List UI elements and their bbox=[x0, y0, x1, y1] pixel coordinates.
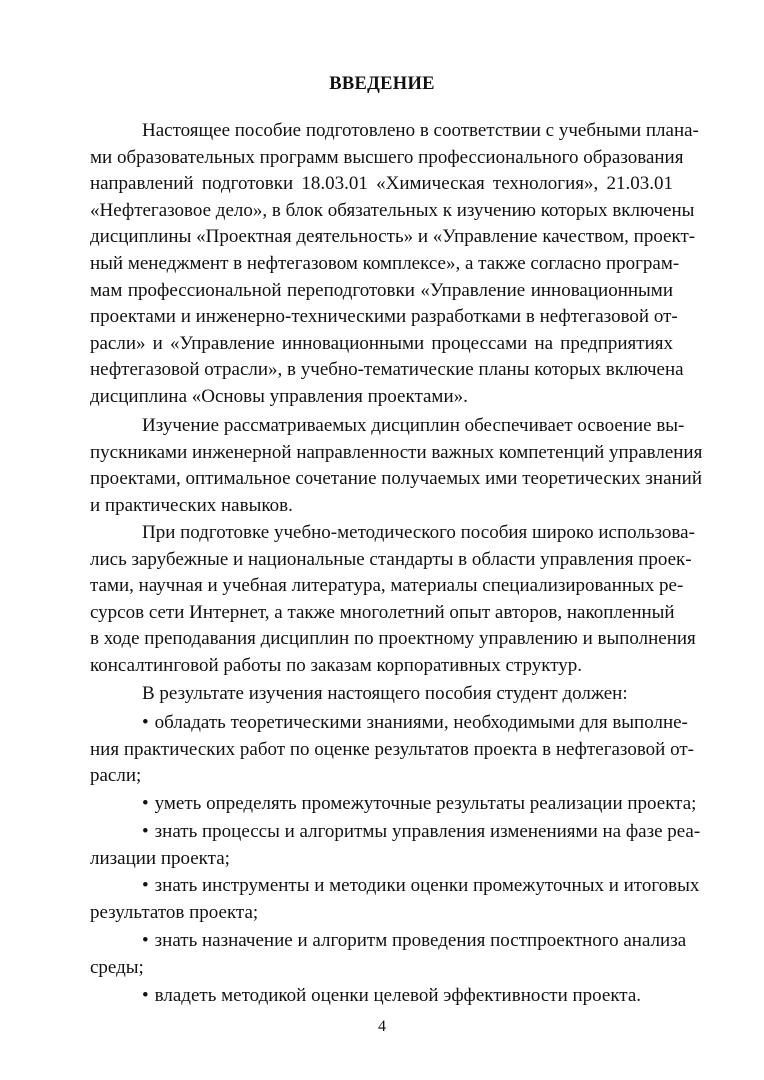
bullet-icon: • bbox=[142, 821, 149, 842]
text-line: тами, научная и учебная литература, материалы специализированных ре- bbox=[90, 575, 684, 597]
text-line: дисциплина «Основы управления проектами». bbox=[90, 385, 468, 407]
text-line: лизации проекта; bbox=[90, 847, 230, 869]
text-line: Настоящее пособие подготовлено в соответствии с учебными плана- bbox=[142, 120, 699, 141]
text-line: ми образовательных программ высшего профессионального образования bbox=[90, 146, 684, 168]
bullet-item bbox=[90, 928, 687, 981]
paragraph-outcomes bbox=[90, 681, 673, 708]
bullet-item bbox=[90, 983, 673, 1010]
text-line: проектами и инженерно-техническими разработками в нефтегазовой от- bbox=[90, 306, 678, 328]
bullet-item bbox=[90, 710, 694, 790]
page-title: ВВЕДЕНИЕ bbox=[329, 74, 435, 94]
text-line: лись зарубежные и национальные стандарты в области управления проек- bbox=[90, 548, 692, 570]
text-line: ный менеджмент в нефтегазовом комплексе», а также согласно програм- bbox=[90, 252, 680, 274]
text-line: сурсов сети Интернет, а также многолетний опыт авторов, накопленный bbox=[90, 601, 675, 623]
text-line: пускниками инженерной направленности важных компетенций управления bbox=[90, 441, 703, 463]
bullet-icon: • bbox=[142, 712, 149, 733]
bullet-item bbox=[90, 873, 700, 926]
bullet-item bbox=[90, 819, 701, 872]
text-line: расли» и «Управление инновационными процессами на предприятиях bbox=[90, 332, 673, 354]
bullet-icon: • bbox=[142, 793, 149, 814]
paragraph-competencies bbox=[90, 413, 703, 519]
text-line: При подготовке учебно-методического пособия широко использова- bbox=[142, 522, 695, 543]
text-line: и практических навыков. bbox=[90, 494, 293, 516]
text-line: консалтинговой работы по заказам корпоративных структур. bbox=[90, 654, 583, 676]
paragraph-sources bbox=[90, 520, 696, 680]
text-line: • знать процессы и алгоритмы управления изменениями на фазе реа- bbox=[142, 821, 701, 842]
text-line: ния практических работ по оценке результатов проекта в нефтегазовой от- bbox=[90, 738, 694, 760]
text-line: результатов проекта; bbox=[90, 901, 259, 923]
text-line: нефтегазовой отрасли», в учебно-тематические планы которых включена bbox=[90, 359, 684, 381]
bullet-icon: • bbox=[142, 875, 149, 896]
text-line: • уметь определять промежуточные результаты реализации проекта; bbox=[142, 793, 697, 814]
text-line: • знать назначение и алгоритм проведения постпроектного анализа bbox=[142, 930, 687, 951]
bullet-icon: • bbox=[142, 930, 149, 951]
text-line: мам профессиональной переподготовки «Управление инновационными bbox=[90, 279, 673, 301]
text-line: проектами, оптимальное сочетание получаемых ими теоретических знаний bbox=[90, 468, 703, 490]
text-line: направлений подготовки 18.03.01 «Химическая технология», 21.03.01 bbox=[90, 173, 673, 195]
text-line: дисциплины «Проектная деятельность» и «Управление качеством, проект- bbox=[90, 226, 696, 248]
text-line: в ходе преподавания дисциплин по проектному управлению и выполнения bbox=[90, 628, 696, 650]
text-line: «Нефтегазовое дело», в блок обязательных к изучению которых включены bbox=[90, 199, 695, 221]
text-line: • владеть методикой оценки целевой эффективности проекта. bbox=[142, 985, 642, 1006]
text-line: В результате изучения настоящего пособия студент должен: bbox=[142, 683, 628, 704]
text-line: Изучение рассматриваемых дисциплин обеспечивает освоение вы- bbox=[142, 415, 685, 436]
text-line: среды; bbox=[90, 956, 144, 978]
paragraph-intro bbox=[90, 118, 699, 411]
text-line: • обладать теоретическими знаниями, необходимыми для выполне- bbox=[142, 712, 688, 733]
text-line: расли; bbox=[90, 765, 142, 787]
text-line: • знать инструменты и методики оценки промежуточных и итоговых bbox=[142, 875, 700, 896]
page-number: 4 bbox=[378, 1018, 386, 1035]
bullet-item bbox=[90, 791, 697, 818]
bullet-icon: • bbox=[142, 985, 149, 1006]
